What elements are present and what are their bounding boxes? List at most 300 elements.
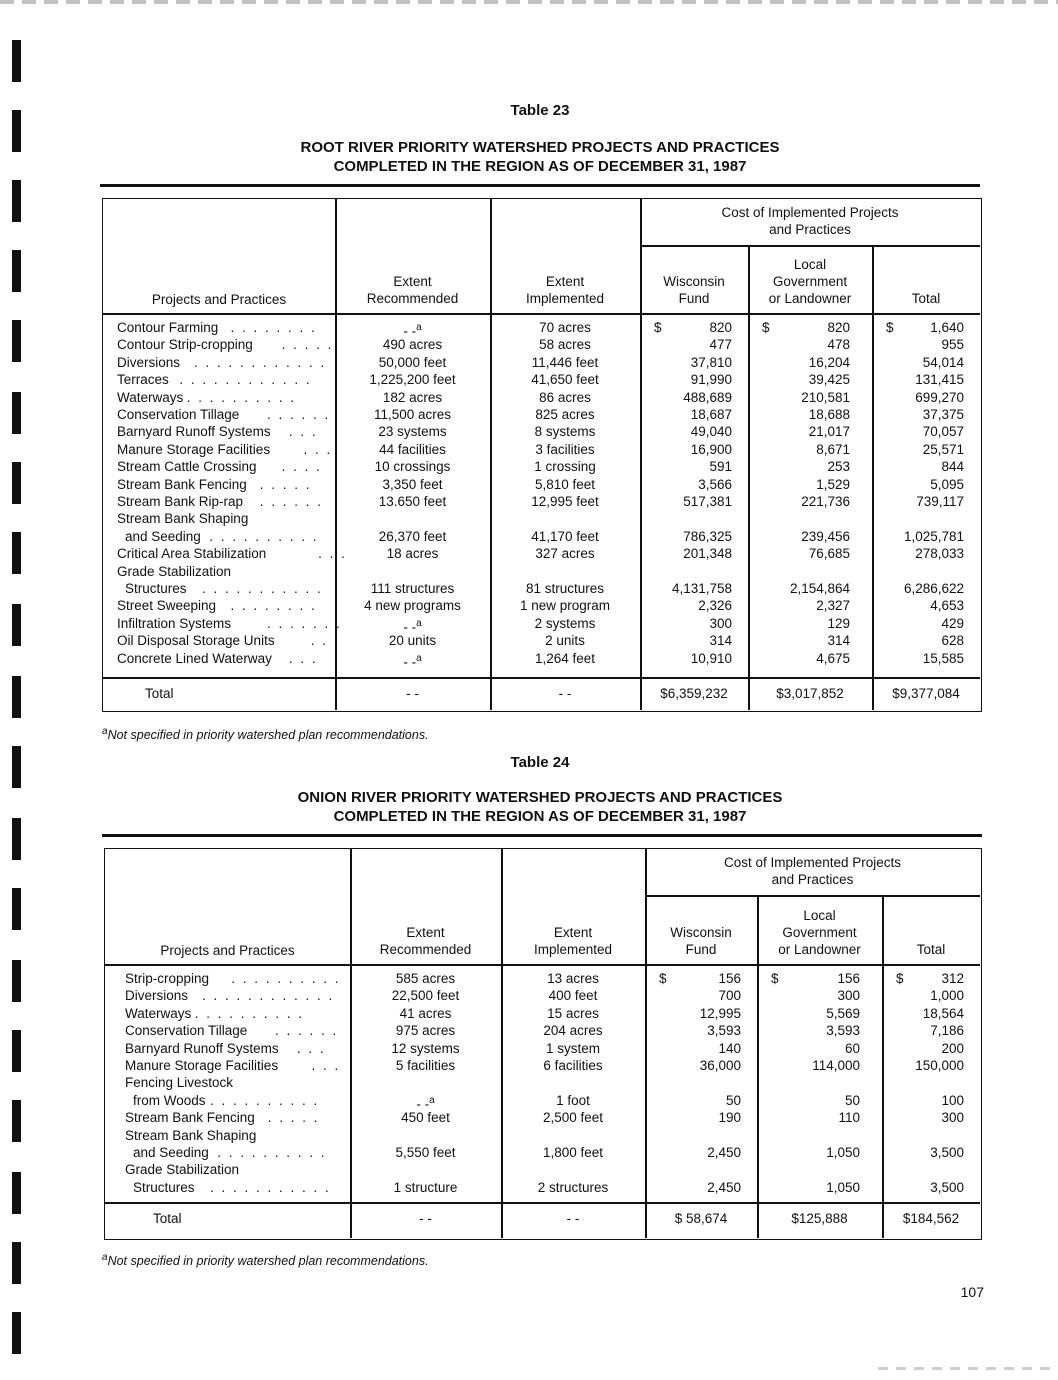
- table-24-number: Table 24: [510, 754, 570, 771]
- header-line: Local: [793, 257, 827, 272]
- row-name: Stream Cattle Crossing: [117, 459, 257, 475]
- recommended-value: 20 units: [388, 633, 437, 649]
- recommended-value: 975 acres: [395, 1023, 456, 1039]
- header-line: Wisconsin: [663, 274, 725, 289]
- row-extent-recommended: [335, 406, 490, 423]
- row-name: Fencing Livestock: [125, 1075, 234, 1091]
- row-name: Barnyard Runoff Systems: [117, 424, 271, 440]
- row-extent-recommended: [350, 1057, 501, 1074]
- row-extent-recommended: [335, 476, 490, 493]
- recommended-value: 44 facilities: [379, 441, 446, 457]
- binding-mark: [12, 960, 21, 1002]
- row-local-government: 110: [838, 1110, 860, 1126]
- row-local-government: 50: [844, 1092, 860, 1108]
- recommended-value: 111 structures: [370, 581, 455, 596]
- row-extent-recommended: [335, 336, 490, 353]
- table-24-title-line1: ONION RIVER PRIORITY WATERSHED PROJECTS AND PRACTICES: [297, 789, 783, 806]
- row-extent-recommended: [335, 650, 490, 671]
- binding-mark: [12, 1030, 21, 1072]
- row-extent-recommended: [350, 1144, 501, 1161]
- header-line: or Landowner: [768, 291, 852, 306]
- row-name: Structures: [125, 581, 187, 596]
- total-label: Total: [145, 686, 174, 701]
- row-total: 312: [941, 971, 964, 986]
- table-24-title-line2: COMPLETED IN THE REGION AS OF DECEMBER 31, 1987: [333, 808, 747, 825]
- row-wisconsin-fund: 314: [709, 633, 732, 649]
- recommended-value: 23 systems: [378, 424, 447, 440]
- scan-artifact-top: [0, 0, 1058, 4]
- header-line: Implemented: [533, 942, 613, 957]
- table-23: [102, 198, 982, 712]
- footnote-marker: a: [429, 1094, 435, 1106]
- row-total: 7,186: [930, 1023, 964, 1039]
- row-name: Oil Disposal Storage Units: [117, 633, 275, 649]
- cost-group-divider: [640, 245, 980, 247]
- recommended-value: 182 acres: [382, 389, 443, 405]
- footnote-marker: a: [416, 322, 422, 333]
- row-leader-dots: . . .: [310, 633, 340, 649]
- binding-mark: [12, 604, 21, 646]
- row-wisconsin-fund: 18,687: [690, 407, 732, 422]
- row-extent-recommended: [335, 354, 490, 371]
- row-total: 150,000: [915, 1058, 964, 1073]
- header-line: Cost of Implemented Projects: [723, 855, 902, 870]
- header-extent-implemented: [490, 273, 640, 307]
- row-wisconsin-fund: 300: [709, 615, 732, 631]
- header-line: Extent: [553, 925, 593, 940]
- row-leader-dots: . . . . . . . . . .: [194, 1005, 304, 1021]
- header-line: Recommended: [379, 942, 472, 957]
- header-local-government: [757, 907, 882, 958]
- row-local-government: 18,688: [808, 407, 850, 422]
- total-total: $184,562: [902, 1211, 960, 1226]
- header-extent-implemented: [501, 924, 645, 958]
- row-local-government: 1,050: [826, 1179, 860, 1195]
- row-name: Barnyard Runoff Systems: [125, 1040, 279, 1056]
- row-wisconsin-fund: 488,689: [683, 389, 732, 405]
- row-extent-implemented: 12,995 feet: [531, 494, 599, 509]
- row-local-government: 210,581: [801, 389, 850, 405]
- table-24: [104, 848, 982, 1240]
- row-wisconsin-fund: 4,131,758: [671, 581, 732, 596]
- binding-mark: [12, 392, 21, 434]
- footnote-marker: a: [416, 652, 422, 664]
- row-extent-implemented: 2 structures: [537, 1179, 609, 1195]
- row-leader-dots: . . . . . . . . . . . .: [194, 354, 327, 370]
- row-local-government: 253: [827, 459, 850, 475]
- recommended-value: 5,550 feet: [395, 1145, 456, 1160]
- row-extent-implemented: 8 systems: [534, 424, 596, 440]
- row-wisconsin-fund: 786,325: [683, 528, 732, 544]
- row-extent-implemented: 1,800 feet: [542, 1145, 604, 1160]
- row-wisconsin-fund: 12,995: [699, 1005, 741, 1021]
- header-wisconsin-fund: [640, 273, 748, 307]
- row-wisconsin-fund: 156: [718, 971, 741, 986]
- row-extent-recommended: [335, 493, 490, 510]
- row-leader-dots: . . . . . . . . . .: [217, 1145, 327, 1160]
- row-total: 70,057: [922, 424, 964, 440]
- header-line: Cost of Implemented Projects: [721, 205, 899, 220]
- row-wisconsin-fund: 10,910: [690, 650, 732, 666]
- table-23-footnote: $^a$Not specified in priority watershed plan recommendations.: [102, 726, 429, 743]
- row-total: 37,375: [922, 407, 964, 422]
- row-extent-recommended: [335, 528, 490, 545]
- table-23-top-rule: [100, 184, 980, 187]
- recommended-value: - -: [416, 1096, 430, 1112]
- dollar-sign: $: [886, 320, 894, 335]
- row-total: 3,500: [930, 1179, 964, 1195]
- binding-mark: [12, 250, 21, 292]
- total-divider: [105, 1202, 980, 1204]
- row-name: and Seeding: [125, 528, 201, 544]
- row-leader-dots: . . . . . . . . . .: [209, 528, 319, 544]
- binding-mark: [12, 180, 21, 222]
- binding-mark: [12, 676, 21, 718]
- row-local-government: 2,154,864: [789, 581, 850, 596]
- row-wisconsin-fund: 3,593: [707, 1023, 741, 1039]
- row-extent-implemented: 41,170 feet: [531, 528, 599, 544]
- recommended-value: 13.650 feet: [378, 494, 447, 509]
- recommended-value: 12 systems: [391, 1040, 460, 1056]
- row-wisconsin-fund: 50: [725, 1092, 741, 1108]
- footnote-marker: a: [416, 617, 422, 629]
- row-local-government: 114,000: [812, 1058, 860, 1073]
- row-wisconsin-fund: 591: [709, 459, 732, 475]
- row-extent-implemented: 1 foot: [556, 1092, 590, 1108]
- row-leader-dots: . . . . . .: [267, 407, 331, 422]
- recommended-value: 22,500 feet: [391, 988, 460, 1004]
- row-total: 25,571: [922, 441, 964, 457]
- total-extent-recommended: - -: [406, 686, 419, 701]
- row-leader-dots: . . . . . . . . . .: [231, 971, 341, 986]
- row-extent-recommended: [335, 389, 490, 406]
- dollar-sign: $: [762, 320, 770, 335]
- row-name: Strip-cropping: [125, 971, 210, 986]
- row-extent-implemented: 2 units: [545, 633, 585, 649]
- row-extent-recommended: [350, 987, 501, 1004]
- row-wisconsin-fund: 49,040: [690, 424, 732, 440]
- row-total: 4,653: [930, 598, 964, 614]
- row-total: 5,095: [930, 476, 964, 492]
- recommended-value: 585 acres: [395, 971, 456, 986]
- header-line: Extent: [406, 925, 445, 940]
- row-name: Street Sweeping: [117, 598, 217, 614]
- row-local-government: 239,456: [801, 528, 850, 544]
- header-cost-group: [640, 204, 980, 238]
- header-line: Fund: [685, 942, 717, 957]
- row-local-government: 221,736: [801, 494, 850, 509]
- row-name: Stream Bank Fencing: [125, 1110, 255, 1126]
- row-leader-dots: . . . . . .: [259, 494, 323, 509]
- row-extent-implemented: 1 system: [545, 1040, 600, 1056]
- row-name: Waterways: [125, 1005, 192, 1021]
- row-name: Structures: [133, 1179, 195, 1195]
- header-divider: [105, 964, 980, 966]
- total-total: $9,377,084: [892, 686, 960, 701]
- row-name: Contour Strip-cropping: [117, 337, 253, 353]
- row-leader-dots: . . . .: [281, 459, 322, 475]
- row-local-government: 3,593: [826, 1023, 860, 1039]
- binding-mark: [12, 532, 21, 574]
- row-name: Manure Storage Facilities: [125, 1058, 279, 1073]
- header-cost-group: [645, 854, 980, 888]
- row-extent-implemented: 81 structures: [525, 581, 605, 596]
- row-extent-implemented: 70 acres: [539, 320, 591, 335]
- total-local-government: $3,017,852: [776, 686, 844, 701]
- row-extent-recommended: [350, 1005, 501, 1022]
- row-local-government: 129: [827, 615, 850, 631]
- row-total: 699,270: [915, 389, 964, 405]
- row-name: Terraces: [117, 372, 169, 388]
- row-leader-dots: . . .: [296, 1040, 326, 1056]
- row-wisconsin-fund: 91,990: [690, 372, 732, 388]
- row-leader-dots: . . .: [318, 546, 347, 562]
- row-total: 1,640: [930, 320, 964, 335]
- row-name: Grade Stabilization: [117, 563, 232, 579]
- header-divider: [103, 313, 980, 315]
- header-projects: Projects and Practices: [151, 292, 287, 307]
- dollar-sign: $: [654, 320, 662, 335]
- row-extent-recommended: [350, 1022, 501, 1039]
- total-local-government: $125,888: [791, 1211, 848, 1226]
- row-leader-dots: . . .: [311, 1058, 341, 1073]
- row-total: 131,415: [915, 372, 964, 388]
- dollar-sign: $: [771, 971, 779, 986]
- row-extent-recommended: [350, 970, 501, 987]
- row-local-government: 1,529: [816, 476, 850, 492]
- scan-artifact-bottom: [878, 1367, 1058, 1370]
- header-line: or Landowner: [778, 942, 861, 957]
- row-name: Diversions: [117, 354, 181, 370]
- row-wisconsin-fund: 517,381: [683, 494, 732, 509]
- row-leader-dots: . . . . . . . . . .: [186, 389, 296, 405]
- row-local-government: 156: [837, 971, 860, 986]
- header-line: Local: [803, 908, 836, 923]
- table-24-title: [0, 788, 1058, 826]
- row-extent-recommended: [350, 1040, 501, 1057]
- binding-mark: [12, 1100, 21, 1142]
- binding-mark: [12, 1312, 21, 1354]
- recommended-value: 5 facilities: [395, 1058, 456, 1073]
- header-extent-recommended: [350, 924, 501, 958]
- row-extent-recommended: [335, 423, 490, 440]
- row-extent-implemented: 327 acres: [535, 546, 595, 562]
- row-total: 15,585: [922, 650, 964, 666]
- row-wisconsin-fund: 820: [709, 320, 732, 335]
- row-leader-dots: . . . . . . . . . . .: [210, 1179, 331, 1195]
- total-label: Total: [153, 1211, 182, 1226]
- row-local-government: 39,425: [808, 372, 850, 388]
- row-leader-dots: . . . . . . . . . . . .: [202, 988, 335, 1004]
- row-extent-implemented: 15 acres: [547, 1005, 599, 1021]
- recommended-value: 10 crossings: [374, 459, 451, 475]
- header-line: and Practices: [769, 222, 851, 237]
- row-wisconsin-fund: 477: [709, 337, 732, 353]
- row-extent-recommended: [335, 580, 490, 597]
- binding-mark: [12, 320, 21, 362]
- row-wisconsin-fund: 190: [718, 1110, 741, 1126]
- row-leader-dots: . . .: [288, 424, 318, 440]
- row-leader-dots: . . . . .: [267, 1110, 320, 1126]
- row-leader-dots: . . . . . . . . . .: [210, 1092, 320, 1108]
- total-divider: [103, 677, 980, 679]
- row-extent-recommended: [350, 1109, 501, 1126]
- row-leader-dots: . . . . .: [259, 476, 312, 492]
- row-leader-dots: . . . . .: [281, 337, 334, 353]
- header-line: Wisconsin: [670, 925, 732, 940]
- row-wisconsin-fund: 16,900: [690, 441, 732, 457]
- row-name: from Woods: [133, 1092, 206, 1108]
- row-local-government: 4,675: [816, 650, 850, 666]
- recommended-value: 490 acres: [382, 337, 443, 353]
- row-local-government: 76,685: [808, 546, 850, 562]
- dollar-sign: $: [896, 971, 904, 986]
- row-extent-implemented: 2 systems: [534, 615, 596, 631]
- header-line: Extent: [393, 274, 432, 289]
- recommended-value: 4 new programs: [364, 598, 461, 614]
- binding-mark: [12, 40, 21, 82]
- recommended-value: 450 feet: [401, 1110, 450, 1126]
- binding-mark: [12, 462, 21, 504]
- row-extent-implemented: 1 crossing: [534, 459, 596, 475]
- row-wisconsin-fund: 3,566: [698, 476, 732, 492]
- row-local-government: 300: [837, 988, 860, 1004]
- recommended-value: 3,350 feet: [382, 476, 443, 492]
- table-24-footnote: $^a$Not specified in priority watershed plan recommendations.: [102, 1252, 429, 1269]
- row-local-government: 2,327: [816, 598, 850, 614]
- row-leader-dots: . . . . . . . . . . .: [202, 581, 323, 596]
- row-extent-implemented: 1 new program: [519, 598, 611, 614]
- row-total: 955: [941, 337, 964, 353]
- row-wisconsin-fund: 2,326: [698, 598, 732, 614]
- row-wisconsin-fund: 37,810: [690, 354, 732, 370]
- total-extent-implemented: - -: [566, 1211, 580, 1226]
- row-leader-dots: . . .: [288, 650, 318, 666]
- row-local-government: 8,671: [816, 441, 850, 457]
- row-name: Stream Bank Rip-rap: [117, 494, 244, 509]
- header-line: Government: [782, 925, 857, 940]
- row-leader-dots: . . . . . .: [275, 1023, 339, 1039]
- binding-mark: [12, 888, 21, 930]
- row-total: 739,117: [916, 494, 964, 509]
- table-23-number: Table 23: [510, 102, 570, 119]
- recommended-value: - -: [403, 654, 417, 670]
- row-total: 628: [941, 633, 964, 649]
- row-leader-dots: . . . . . . . .: [230, 320, 317, 335]
- row-local-government: 21,017: [808, 424, 850, 440]
- header-line: Fund: [678, 291, 710, 306]
- header-line: Implemented: [525, 291, 605, 306]
- row-name: Critical Area Stabilization: [117, 546, 267, 562]
- row-local-government: 1,050: [826, 1145, 860, 1160]
- header-projects: Projects and Practices: [160, 943, 295, 958]
- row-extent-implemented: 58 acres: [539, 337, 591, 353]
- row-extent-recommended: [335, 632, 490, 649]
- row-leader-dots: . . . . . . . . . . . .: [179, 372, 312, 388]
- row-extent-implemented: 825 acres: [535, 407, 595, 422]
- row-leader-dots: . . . . . . . .: [230, 598, 317, 614]
- table-23-title: [0, 138, 1058, 176]
- dollar-sign: $: [659, 971, 667, 986]
- header-line: Government: [772, 274, 848, 289]
- row-extent-implemented: 11,446 feet: [531, 354, 599, 370]
- header-total: Total: [911, 291, 941, 306]
- recommended-value: - -: [403, 323, 417, 339]
- table-24-top-rule: [102, 834, 982, 837]
- row-wisconsin-fund: 2,450: [707, 1145, 741, 1160]
- row-total: 1,025,781: [903, 528, 964, 544]
- row-name: Conservation Tillage: [125, 1023, 248, 1039]
- row-extent-implemented: 13 acres: [547, 971, 599, 986]
- row-total: 200: [941, 1040, 964, 1056]
- row-total: 6,286,622: [903, 581, 964, 596]
- row-extent-recommended: [350, 1179, 501, 1196]
- row-name: Stream Bank Shaping: [125, 1127, 257, 1143]
- row-total: 100: [941, 1092, 964, 1108]
- row-wisconsin-fund: 201,348: [683, 546, 732, 562]
- row-extent-implemented: 1,264 feet: [534, 650, 596, 666]
- row-total: 278,033: [915, 546, 964, 562]
- header-line: and Practices: [771, 872, 854, 887]
- row-name: Diversions: [125, 988, 189, 1004]
- recommended-value: 41 acres: [399, 1005, 452, 1021]
- total-wisconsin-fund: $ 58,674: [674, 1211, 728, 1226]
- row-total: 844: [941, 459, 964, 475]
- row-local-government: 60: [844, 1040, 860, 1056]
- row-name: and Seeding: [133, 1145, 209, 1160]
- row-leader-dots: . . .: [303, 441, 333, 457]
- row-total: 300: [941, 1110, 964, 1126]
- header-local-government: [748, 256, 872, 307]
- row-extent-recommended: [335, 441, 490, 458]
- row-local-government: 5,569: [826, 1005, 860, 1021]
- row-local-government: 820: [827, 320, 850, 335]
- header-line: Extent: [545, 274, 585, 289]
- row-total: 18,564: [922, 1005, 964, 1021]
- row-extent-implemented: 400 feet: [548, 988, 598, 1004]
- row-local-government: 478: [827, 337, 850, 353]
- row-name: Conservation Tillage: [117, 407, 240, 422]
- row-name: Concrete Lined Waterway: [117, 650, 272, 666]
- recommended-value: 11,500 acres: [373, 407, 452, 422]
- header-line: Recommended: [366, 291, 459, 306]
- total-extent-recommended: - -: [419, 1211, 432, 1226]
- recommended-value: 1 structure: [393, 1179, 458, 1195]
- binding-mark: [12, 1172, 21, 1214]
- row-extent-implemented: 3 facilities: [535, 441, 595, 457]
- row-extent-recommended: [335, 371, 490, 388]
- row-total: 3,500: [930, 1145, 964, 1160]
- row-extent-implemented: 5,810 feet: [534, 476, 596, 492]
- row-wisconsin-fund: 36,000: [699, 1058, 741, 1073]
- row-name: Stream Bank Fencing: [117, 476, 247, 492]
- row-total: 54,014: [922, 354, 964, 370]
- row-total: 429: [941, 615, 964, 631]
- row-name: Stream Bank Shaping: [117, 511, 249, 527]
- row-name: Waterways: [117, 389, 184, 405]
- row-extent-recommended: [335, 545, 490, 562]
- row-name: Contour Farming: [117, 320, 219, 335]
- row-extent-implemented: 2,500 feet: [542, 1110, 604, 1126]
- row-leader-dots: . . . . . . .: [267, 615, 342, 631]
- row-name: Manure Storage Facilities: [117, 441, 271, 457]
- total-wisconsin-fund: $6,359,232: [660, 686, 728, 701]
- total-extent-implemented: - -: [558, 686, 572, 701]
- header-total: Total: [916, 942, 946, 957]
- recommended-value: - -: [403, 619, 417, 635]
- row-extent-implemented: 86 acres: [539, 389, 591, 405]
- binding-mark: [12, 1242, 21, 1284]
